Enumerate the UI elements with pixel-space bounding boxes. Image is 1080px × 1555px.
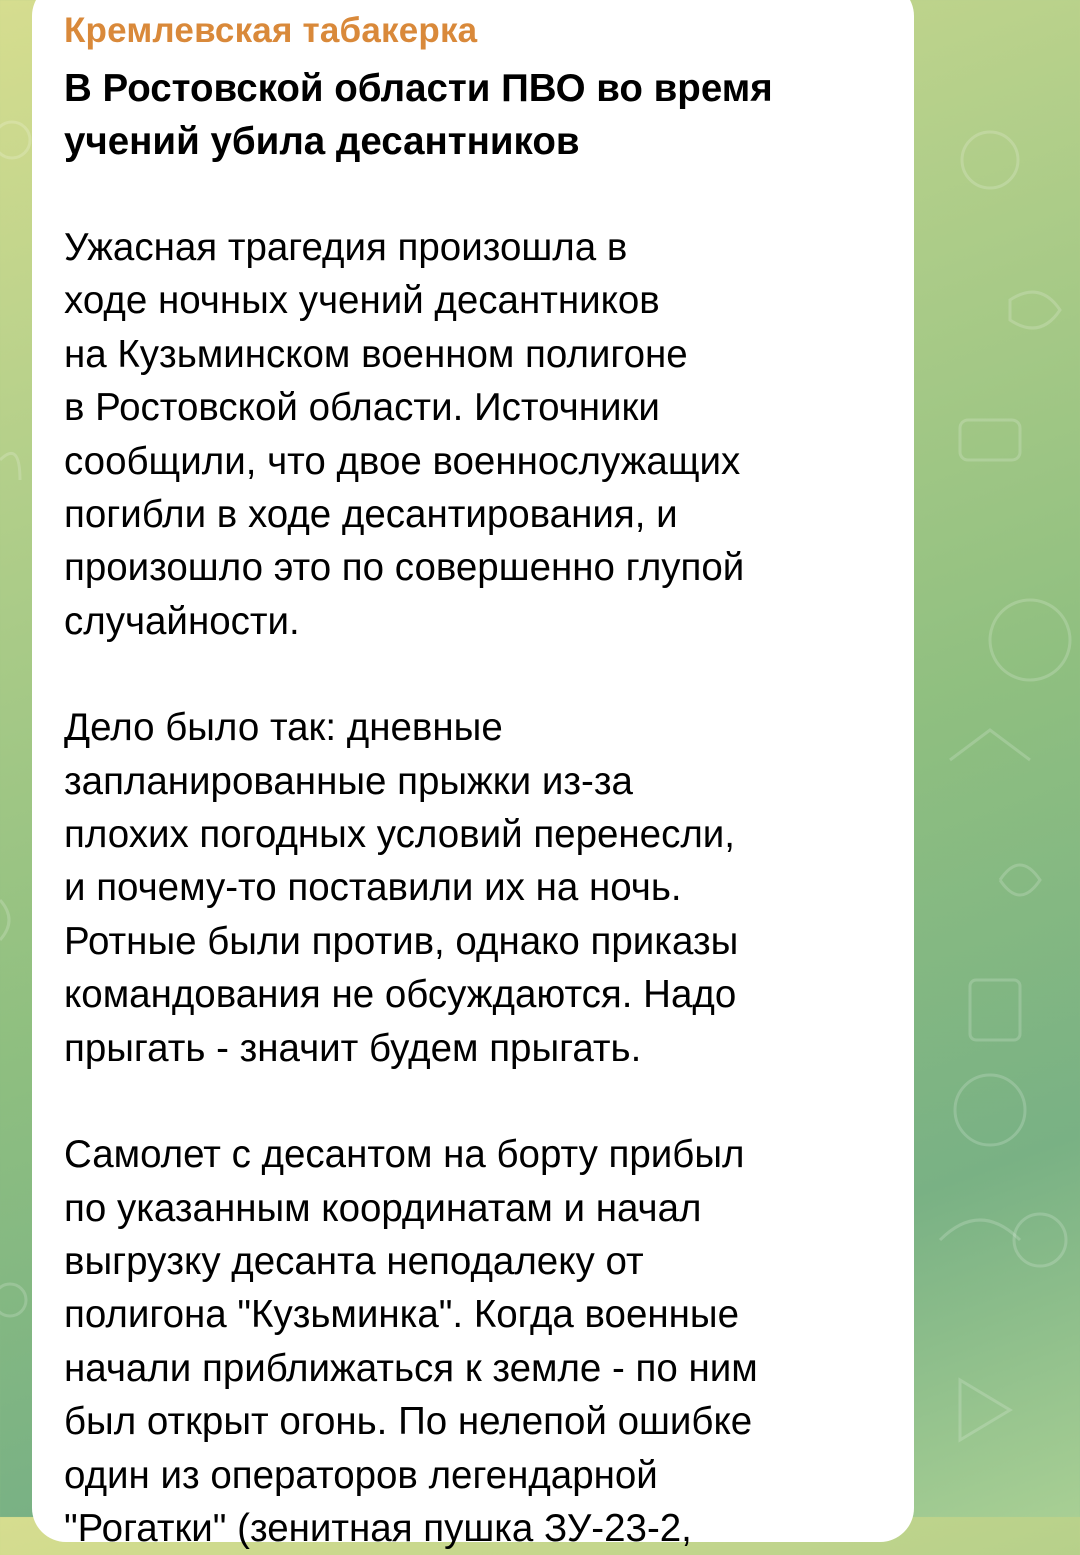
- post-body: [64, 221, 880, 1555]
- post-paragraph: Ужасная трагедия произошла в ходе ночных учений десантников на Кузьминском военном полигоне в Ростовской области. Источники сообщили, что двое военнослужащих погибли в ходе десантирования, и произошло это по совершенно глупой случайности.: [64, 226, 745, 643]
- post-title: [64, 62, 880, 168]
- post-paragraph: Самолет с десантом на борту прибыл по указанным координатам и начал выгрузку десанта неподалеку от полигона "Кузьминка". Когда военные начали приближаться к земле - по ним был открыт огонь. По нелепой ошибке один из операторов легендарной "Рогатки" (зенитная пушка ЗУ-23-2,: [64, 1133, 758, 1550]
- post-title-text: В Ростовской области ПВО во время учений убила десантников: [64, 67, 773, 163]
- channel-name[interactable]: Кремлевская табакерка: [64, 11, 478, 50]
- post-paragraph: Дело было так: дневные запланированные прыжки из-за плохих погодных условий перенесли, и почему-то поставили их на ночь. Ротные были против, однако приказы командования не обсуждаются. Надо прыгать - значит будем прыгать.: [64, 706, 739, 1070]
- message-bubble: [32, 0, 914, 1550]
